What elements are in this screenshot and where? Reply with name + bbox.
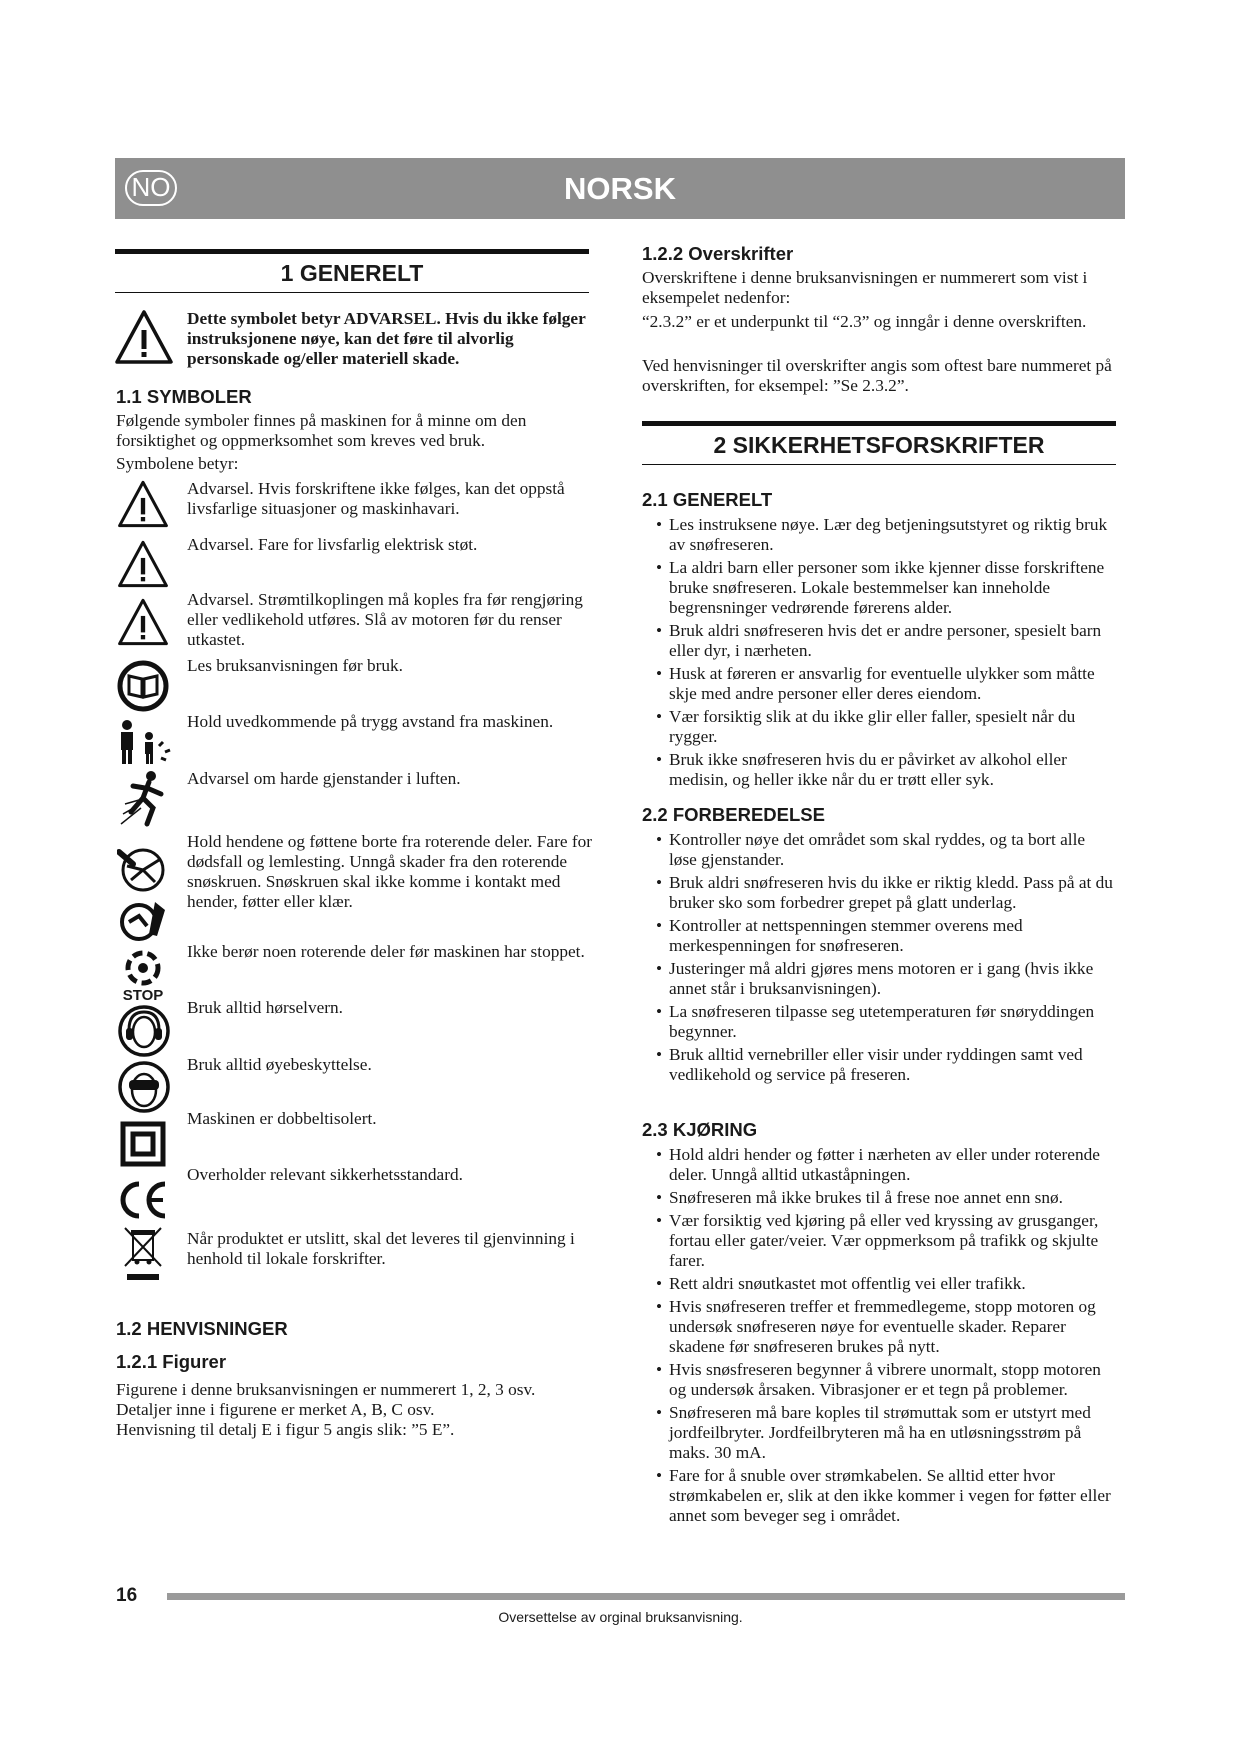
list-item: • Fare for å snuble over strømkabelen. Se alltid etter hvor strømkabelen er, slik at den ikke kommer i vegen for føtter eller annet som beveger seg i området. <box>642 1466 1116 1526</box>
symbol-7-text: Hold hendene og føttene borte fra roterende deler. Fare for dødsfall og lemlesting. Unngå skader fra den roterende snøskruen. Snøskruen skal ikke komme i kontakt med hender, føtter eller klær. <box>187 832 592 911</box>
double-insulated-icon <box>117 1118 169 1170</box>
footer-note: Oversettelse av orginal bruksanvisning. <box>498 1609 743 1625</box>
stop-rotating-parts-icon <box>117 948 169 988</box>
kjoring-list <box>642 1145 1116 1529</box>
list-item: • Hvis snøsfreseren begynner å vibrere unormalt, stopp motoren og undersøk årsaken. Vibrasjoner er et tegn på problemer. <box>642 1360 1116 1400</box>
symbol-6-text: Advarsel om harde gjenstander i luften. <box>187 769 461 788</box>
list-item: • Kontroller at nettspenningen stemmer overens med merkespenningen for snøfreseren. <box>642 916 1116 956</box>
list-item: • Kontroller nøye det området som skal ryddes, og ta bort alle løse gjenstander. <box>642 830 1116 870</box>
warning-triangle-icon <box>117 596 169 648</box>
list-item: • Hold aldri hender og føtter i nærheten av eller under roterende deler. Unngå alltid utkaståpningen. <box>642 1145 1116 1185</box>
ce-mark-icon <box>117 1178 169 1222</box>
symbol-8-text: Ikke berør noen roterende deler før maskinen har stoppet. <box>187 942 585 961</box>
symbol-10-text: Bruk alltid øyebeskyttelse. <box>187 1055 372 1074</box>
symbol-2-text: Advarsel. Fare for livsfarlig elektrisk støt. <box>187 535 478 554</box>
symbol-1-text: Advarsel. Hvis forskriftene ikke følges, kan det oppstå livsfarlige situasjoner og maskinhavari. <box>187 479 565 518</box>
generelt-heading: 2.1 GENERELT <box>642 489 773 510</box>
list-item: • Justeringer må aldri gjøres mens motoren er i gang (hvis ikke annet står i bruksanvisningen). <box>642 959 1116 999</box>
list-item: • Vær forsiktig ved kjøring på eller ved kryssing av grusganger, fortau eller gater/veier. Vær oppmerksom på trafikk og skjulte farer. <box>642 1211 1116 1271</box>
list-item: • Hvis snøfreseren treffer et fremmedlegeme, stopp motoren og undersøk snøfreseren nøye for eventuelle skader. Reparer skadene før snøfreseren brukes på nytt. <box>642 1297 1116 1357</box>
list-item: • Bruk aldri snøfreseren hvis du ikke er riktig kledd. Pass på at du bruker sko som forbedrer grepet på glatt underlag. <box>642 873 1116 913</box>
symbol-11-text: Maskinen er dobbeltisolert. <box>187 1109 377 1128</box>
list-item: • Les instruksene nøye. Lær deg betjeningsutstyret og riktig bruk av snøfreseren. <box>642 515 1116 555</box>
symbol-9-text: Bruk alltid hørselvern. <box>187 998 343 1017</box>
footer-rule <box>167 1593 1125 1600</box>
stop-label: STOP <box>122 987 164 1004</box>
eye-protection-icon <box>117 1060 171 1114</box>
rotating-auger-foot-icon <box>117 896 169 944</box>
symbol-5-text: Hold uvedkommende på trygg avstand fra maskinen. <box>187 712 554 731</box>
list-item: • La snøfreseren tilpasse seg utetemperaturen før snøryddingen begynner. <box>642 1002 1116 1042</box>
figurer-line-3: Henvisning til detalj E i figur 5 angis slik: ”5 E”. <box>116 1420 455 1439</box>
overskrifter-p2: “2.3.2” er et underpunkt til “2.3” og inngår i denne overskriften. <box>642 312 1087 331</box>
overskrifter-p1: Overskriftene i denne bruksanvisningen er nummerert som vist i eksempelet nedenfor: <box>642 268 1088 307</box>
language-banner <box>115 158 1125 219</box>
symbol-4-text: Les bruksanvisningen før bruk. <box>187 656 403 675</box>
generelt-list <box>642 515 1116 793</box>
symboler-heading: 1.1 SYMBOLER <box>116 386 252 407</box>
list-item: • Snøfreseren må bare koples til strømuttak som er utstyrt med jordfeilbryter. Jordfeilbryteren må ha en utløsningsstrøm på maks. 30 mA. <box>642 1403 1116 1463</box>
overskrifter-p3: Ved henvisninger til overskrifter angis som oftest bare nummeret på overskriften, for eksempel: ”Se 2.3.2”. <box>642 356 1112 395</box>
warning-explanation: Dette symbolet betyr ADVARSEL. Hvis du ikke følger instruksjonene nøye, kan det føre til alvorlig personskade og/eller materiell skade. <box>187 309 586 368</box>
symboler-list-intro: Symbolene betyr: <box>116 454 239 473</box>
read-manual-icon <box>117 660 169 712</box>
symbol-3-text: Advarsel. Strømtilkoplingen må koples fra før rengjøring eller vedlikehold utføres. Slå av motoren før du renser utkastet. <box>187 590 583 649</box>
figurer-line-1: Figurene i denne bruksanvisningen er nummerert 1, 2, 3 osv. <box>116 1380 536 1399</box>
keep-distance-icon <box>117 716 177 768</box>
list-item: • Husk at føreren er ansvarlig for eventuelle ulykker som måtte skje med andre personer eller deres eiendom. <box>642 664 1116 704</box>
figurer-text <box>116 1380 616 1440</box>
warning-triangle-icon <box>114 308 174 366</box>
forberedelse-list <box>642 830 1116 1088</box>
section-2-heading: 2 SIKKERHETSFORSKRIFTER <box>642 421 1116 465</box>
list-item: • Rett aldri snøutkastet mot offentlig vei eller trafikk. <box>642 1274 1116 1294</box>
warning-triangle-icon <box>117 478 169 530</box>
section-1-heading: 1 GENERELT <box>115 249 589 293</box>
banner-title: NORSK <box>564 171 676 206</box>
kjoring-heading: 2.3 KJØRING <box>642 1119 758 1140</box>
page-number: 16 <box>116 1585 138 1606</box>
flying-objects-icon <box>117 768 173 830</box>
henvisninger-heading: 1.2 HENVISNINGER <box>116 1318 288 1339</box>
figurer-line-2: Detaljer inne i figurene er merket A, B, C osv. <box>116 1400 435 1419</box>
language-code: NO <box>131 172 171 202</box>
figurer-heading: 1.2.1 Figurer <box>116 1351 227 1372</box>
weee-crossed-bin-icon <box>117 1224 169 1284</box>
symboler-intro: Følgende symboler finnes på maskinen for å minne om den forsiktighet og oppmerksomhet som kreves ved bruk. <box>116 411 527 450</box>
symbol-13-text: Når produktet er utslitt, skal det leveres til gjenvinning i henhold til lokale forskrifter. <box>187 1229 575 1268</box>
rotating-auger-hand-icon <box>117 846 169 894</box>
warning-triangle-icon <box>117 538 169 590</box>
list-item: • La aldri barn eller personer som ikke kjenner disse forskriftene bruke snøfreseren. Lokale bestemmelser kan inneholde begrensninger vedrørende førerens alder. <box>642 558 1116 618</box>
list-item: • Vær forsiktig slik at du ikke glir eller faller, spesielt når du rygger. <box>642 707 1116 747</box>
list-item: • Bruk alltid vernebriller eller visir under ryddingen samt ved vedlikehold og service på freseren. <box>642 1045 1116 1085</box>
list-item: • Bruk aldri snøfreseren hvis det er andre personer, spesielt barn eller dyr, i nærheten. <box>642 621 1116 661</box>
list-item: • Bruk ikke snøfreseren hvis du er påvirket av alkohol eller medisin, og heller ikke når du er trøtt eller syk. <box>642 750 1116 790</box>
forberedelse-heading: 2.2 FORBEREDELSE <box>642 804 825 825</box>
hearing-protection-icon <box>117 1004 171 1058</box>
list-item: • Snøfreseren må ikke brukes til å frese noe annet enn snø. <box>642 1188 1116 1208</box>
overskrifter-heading: 1.2.2 Overskrifter <box>642 243 794 264</box>
symbol-12-text: Overholder relevant sikkerhetsstandard. <box>187 1165 463 1184</box>
